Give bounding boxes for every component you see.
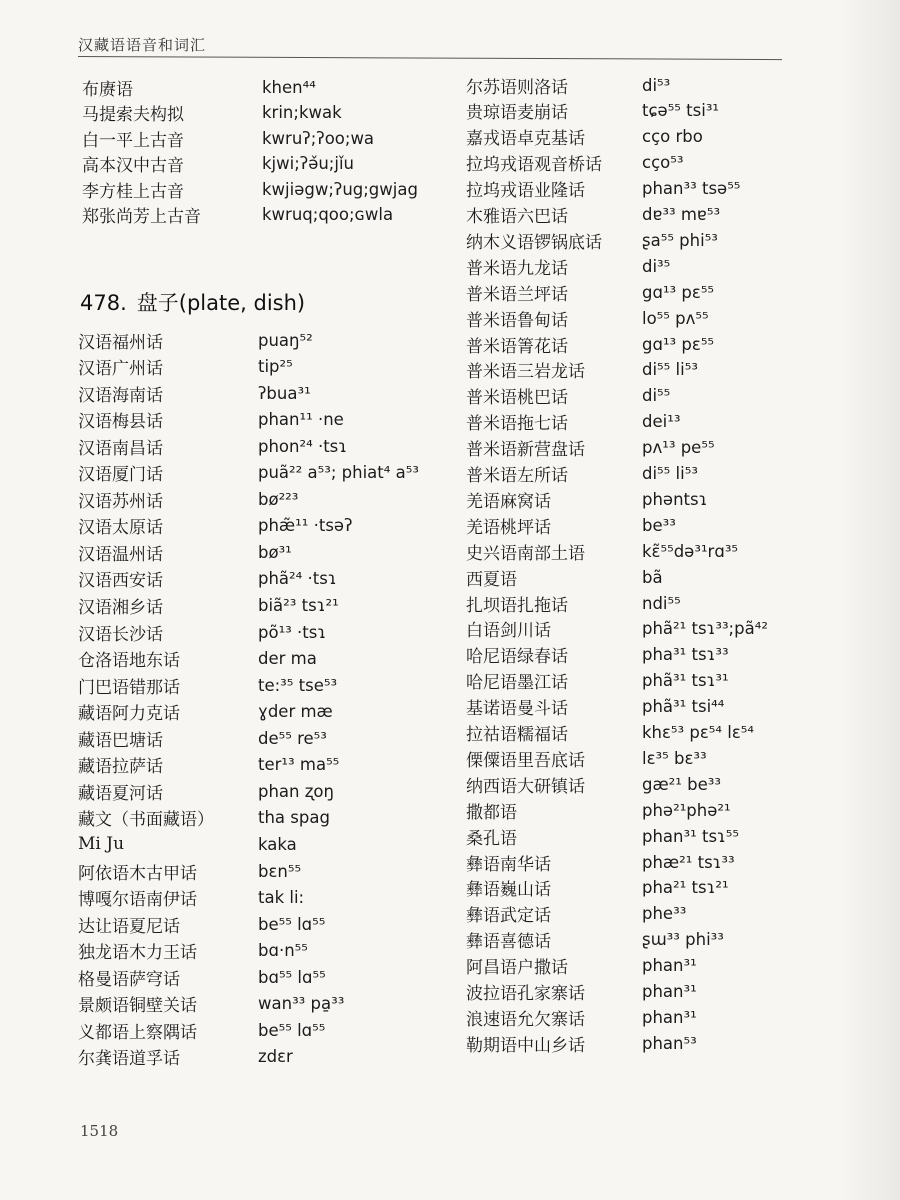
- language-name: 普米语新营盘话: [466, 440, 585, 461]
- language-name: 藏语阿力克话: [78, 704, 180, 725]
- language-name: 李方桂上古音: [82, 181, 184, 202]
- language-name: 白语剑川话: [466, 621, 551, 642]
- word-form: zdɛr: [258, 1047, 293, 1067]
- language-name: 藏语拉萨话: [78, 757, 163, 778]
- language-name: 汉语太原话: [78, 518, 163, 539]
- word-form: ndi⁵⁵: [642, 593, 681, 613]
- word-form: phæ²¹ tsɿ³³: [642, 852, 735, 872]
- word-form: di³⁵: [642, 256, 671, 276]
- word-form: di⁵⁵ li⁵³: [642, 360, 698, 380]
- word-form: phã³¹ tsi⁴⁴: [642, 697, 725, 717]
- language-name: 藏语夏河话: [78, 783, 163, 804]
- language-name: 藏语巴塘话: [78, 730, 163, 751]
- language-name: 普米语九龙话: [466, 258, 568, 279]
- word-form: ʂɯ³³ phi³³: [642, 930, 724, 950]
- language-name: 嘉戎语卓克基话: [466, 129, 585, 150]
- language-name: 白一平上古音: [82, 130, 184, 151]
- language-name: 汉语海南话: [78, 385, 163, 406]
- language-name: 撒都语: [466, 802, 517, 823]
- language-name: 普米语兰坪话: [466, 284, 568, 305]
- word-form: kjwi;ʔǝ̌u;jǐu: [262, 154, 354, 173]
- word-form: bã: [642, 567, 663, 587]
- word-form: pha³¹ tsɿ³³: [642, 645, 729, 665]
- word-form: gɑ¹³ pɛ⁵⁵: [642, 334, 715, 354]
- language-name: Mi Ju: [78, 834, 125, 855]
- word-form: tak li:: [258, 888, 305, 908]
- word-form: der ma: [258, 649, 317, 669]
- word-form: põ¹³ ·tsɿ: [258, 622, 327, 642]
- word-form: bɑ·n⁵⁵: [258, 941, 308, 961]
- word-form: kwjiəgw;ʔug;gwjag: [262, 179, 418, 199]
- language-name: 拉祜语糯福话: [466, 725, 568, 745]
- word-form: di⁵⁵: [642, 386, 671, 406]
- language-name: 汉语长沙话: [78, 624, 163, 645]
- language-name: 彝语南华话: [466, 854, 551, 875]
- word-form: pha²¹ tsɿ²¹: [642, 878, 729, 898]
- language-name: 羌语桃坪话: [466, 517, 551, 538]
- section-number: 478.: [80, 291, 127, 315]
- word-form: phã²⁴ ·tsɿ: [258, 569, 337, 589]
- word-form: be⁵⁵ lɑ⁵⁵: [258, 914, 326, 934]
- word-form: phon²⁴ ·tsɿ: [258, 436, 348, 456]
- language-name: 西夏语: [466, 569, 517, 590]
- word-form: kwruq;qoo;ɢwla: [262, 205, 394, 224]
- word-form: phæ̃¹¹ ·tsəʔ: [258, 516, 353, 536]
- word-form: phan⁵³: [642, 1033, 697, 1053]
- language-name: 汉语西安话: [78, 571, 163, 592]
- language-name: 汉语福州话: [78, 332, 163, 353]
- word-form: phan³¹: [642, 956, 697, 976]
- language-name: 普米语箐花话: [466, 336, 568, 357]
- word-form: gɑ¹³ pɛ⁵⁵: [642, 282, 715, 302]
- language-name: 马提索夫构拟: [82, 105, 184, 125]
- word-form: lɛ³⁵ bɛ³³: [642, 748, 707, 768]
- running-header: 汉藏语语音和词汇: [78, 36, 207, 54]
- language-name: 阿昌语户撒话: [466, 958, 568, 979]
- language-name: 独龙语木力王话: [78, 943, 197, 964]
- language-name: 桑孔语: [466, 828, 517, 849]
- language-name: 汉语梅县话: [78, 412, 163, 433]
- page-edge-shadow: [840, 0, 900, 1200]
- word-form: puã²² a⁵³; phiat⁴ a⁵³: [258, 463, 419, 483]
- word-form: kɛ̃⁵⁵də³¹rɑ³⁵: [642, 541, 739, 561]
- language-name: 哈尼语墨江话: [466, 673, 568, 694]
- word-form: gæ²¹ be³³: [642, 774, 722, 794]
- word-form: bɛn⁵⁵: [258, 861, 302, 881]
- language-name: 汉语苏州话: [78, 491, 163, 512]
- language-name: 普米语桃巴话: [466, 388, 568, 409]
- language-name: 高本汉中古音: [82, 156, 184, 176]
- word-form: cço rbo: [642, 127, 703, 147]
- language-name: 基诺语曼斗话: [466, 699, 568, 720]
- language-name: 义都语上察隅话: [78, 1022, 197, 1043]
- word-form: de⁵⁵ re⁵³: [258, 728, 327, 748]
- language-name: 拉坞戎语观音桥话: [466, 155, 602, 176]
- word-form: ɣder mæ: [258, 702, 333, 722]
- language-name: 勒期语中山乡话: [466, 1035, 585, 1056]
- language-name: 木雅语六巴话: [466, 207, 568, 227]
- language-name: 纳西语大研镇话: [466, 776, 585, 797]
- language-name: 彝语巍山话: [466, 880, 551, 901]
- word-form: krin;kwak: [262, 103, 342, 122]
- word-form: phan³³ tsə⁵⁵: [642, 179, 741, 199]
- word-form: khɛ⁵³ pɛ⁵⁴ lɛ⁵⁴: [642, 723, 755, 742]
- language-name: 仓洛语地东话: [78, 651, 180, 672]
- header-rule: [78, 56, 782, 60]
- word-form: cço⁵³: [642, 153, 684, 173]
- word-form: be³³: [642, 515, 676, 535]
- language-name: 傈僳语里吾底话: [466, 750, 585, 771]
- language-name: 布赓语: [82, 79, 133, 100]
- language-name: 尔龚语道孚话: [78, 1049, 180, 1070]
- word-form: phan ʐoŋ: [258, 781, 334, 801]
- language-name: 拉坞戎语业隆话: [466, 181, 585, 202]
- word-form: bɑ⁵⁵ lɑ⁵⁵: [258, 967, 326, 987]
- word-form: phə²¹phə²¹: [642, 800, 731, 820]
- language-name: 哈尼语绿春话: [466, 647, 568, 668]
- language-name: 普米语三岩龙话: [466, 362, 585, 383]
- language-name: 彝语喜德话: [466, 932, 551, 953]
- language-name: 贵琼语麦崩话: [466, 103, 568, 124]
- language-name: 景颇语铜壁关话: [78, 996, 197, 1017]
- language-name: 普米语左所话: [466, 466, 568, 486]
- word-form: be⁵⁵ lɑ⁵⁵: [258, 1020, 326, 1040]
- language-name: 史兴语南部土语: [466, 543, 585, 564]
- word-form: pʌ¹³ pe⁵⁵: [642, 438, 715, 458]
- word-form: phã²¹ tsɿ³³;pã⁴²: [642, 619, 768, 639]
- language-name: 普米语鲁甸话: [466, 310, 568, 331]
- word-form: di⁵⁵ li⁵³: [642, 464, 698, 483]
- language-name: 阿依语木古甲话: [78, 863, 197, 884]
- language-name: 普米语拖七话: [466, 414, 568, 435]
- language-name: 汉语厦门话: [78, 465, 163, 486]
- section-heading: [80, 287, 305, 317]
- word-form: ʂa⁵⁵ phi⁵³: [642, 230, 718, 250]
- language-name: 羌语麻窝话: [466, 491, 551, 512]
- word-form: di⁵³: [642, 75, 671, 95]
- language-name: 汉语温州话: [78, 544, 163, 565]
- word-form: phan³¹: [642, 1007, 697, 1027]
- word-form: dɐ³³ mɐ⁵³: [642, 205, 721, 224]
- word-form: tɕə⁵⁵ tsi³¹: [642, 101, 720, 121]
- language-name: 汉语湘乡话: [78, 598, 163, 618]
- language-name: 彝语武定话: [466, 906, 551, 927]
- word-form: puaŋ⁵²: [258, 330, 313, 350]
- word-form: dei¹³: [642, 412, 681, 432]
- language-name: 达让语夏尼话: [78, 916, 180, 937]
- word-form: wan³³ pa̱³³: [258, 994, 345, 1014]
- language-name: 浪速语允欠寨话: [466, 1009, 585, 1030]
- word-form: kwruʔ;ʔoo;wa: [262, 128, 375, 148]
- word-form: phã³¹ tsɿ³¹: [642, 671, 729, 691]
- language-name: 尔苏语则洛话: [466, 77, 568, 98]
- language-name: 门巴语错那话: [78, 677, 180, 698]
- word-form: te:³⁵ tse⁵³: [258, 675, 338, 695]
- word-form: phan³¹ tsɿ⁵⁵: [642, 826, 740, 846]
- language-name: 藏文（书面藏语）: [78, 810, 214, 831]
- word-form: phan¹¹ ·ne: [258, 410, 344, 430]
- language-name: 波拉语孔家寨话: [466, 984, 585, 1004]
- language-name: 博嘎尔语南伊话: [78, 890, 197, 911]
- word-form: phan³¹: [642, 982, 697, 1001]
- language-name: 纳木义语锣锅底话: [466, 232, 602, 253]
- language-name: 扎坝语扎拖话: [466, 595, 568, 616]
- word-form: tha spag: [258, 808, 330, 828]
- word-form: khen⁴⁴: [262, 77, 316, 97]
- language-name: 汉语南昌话: [78, 438, 163, 459]
- word-form: ter¹³ ma⁵⁵: [258, 755, 340, 775]
- word-form: lo⁵⁵ pʌ⁵⁵: [642, 308, 709, 328]
- language-name: 郑张尚芳上古音: [82, 207, 201, 227]
- word-form: bø²²³: [258, 489, 299, 509]
- word-form: phe³³: [642, 904, 687, 924]
- word-form: tip²⁵: [258, 357, 293, 377]
- word-form: ʔbua³¹: [258, 383, 311, 403]
- word-form: kaka: [258, 834, 297, 854]
- word-form: bø³¹: [258, 542, 292, 562]
- page-number: 1518: [80, 1122, 119, 1140]
- language-name: 汉语广州话: [78, 359, 163, 380]
- section-title: 盘子(plate, dish): [136, 291, 306, 315]
- word-form: phəntsɿ: [642, 489, 708, 509]
- language-name: 格曼语萨穹话: [78, 969, 180, 990]
- word-form: biã²³ tsɿ²¹: [258, 596, 339, 615]
